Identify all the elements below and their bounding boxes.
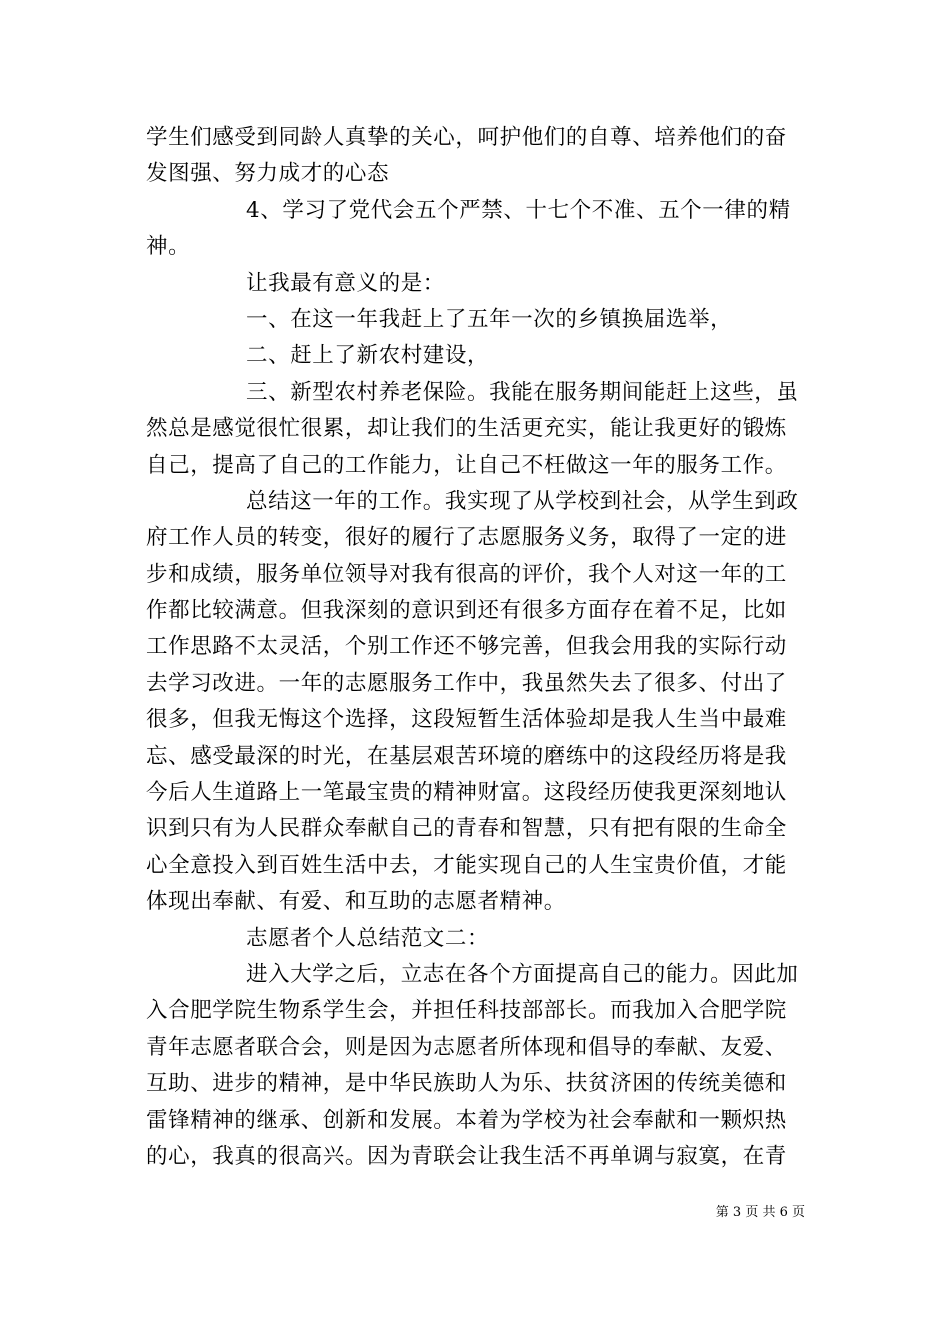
- text-line: 的心，我真的很高兴。因为青联会让我生活不再单调与寂寞，在青: [146, 1143, 787, 1169]
- text-line: 然总是感觉很忙很累，却让我们的生活更充实，能让我更好的锻炼: [146, 416, 787, 442]
- text-line: 工作思路不太灵活，个别工作还不够完善，但我会用我的实际行动: [146, 634, 787, 660]
- text-line: 识到只有为人民群众奉献自己的青春和智慧，只有把有限的生命全: [146, 816, 787, 842]
- text-line: 志愿者个人总结范文二：: [246, 925, 490, 951]
- text-line: 让我最有意义的是：: [246, 270, 445, 296]
- text-line: 三、新型农村养老保险。我能在服务期间能赶上这些，虽: [246, 379, 799, 405]
- text-line: 入合肥学院生物系学生会，并担任科技部部长。而我加入合肥学院: [146, 998, 787, 1024]
- text-line: 作都比较满意。但我深刻的意识到还有很多方面存在着不足，比如: [146, 598, 787, 624]
- text-line: 去学习改进。一年的志愿服务工作中，我虽然失去了很多、付出了: [146, 670, 787, 696]
- text-line: 学生们感受到同龄人真挚的关心，呵护他们的自尊、培养他们的奋: [146, 125, 787, 150]
- text-line: 很多，但我无悔这个选择，这段短暂生活体验却是我人生当中最难: [146, 707, 787, 733]
- text-line: 今后人生道路上一笔最宝贵的精神财富。这段经历使我更深刻地认: [146, 780, 787, 806]
- text-line: 心全意投入到百姓生活中去，才能实现自己的人生宝贵价值，才能: [146, 852, 787, 878]
- text-line: 自己，提高了自己的工作能力，让自己不枉做这一年的服务工作。: [146, 452, 787, 478]
- text-line: 神。: [146, 234, 191, 260]
- text-line: 忘、感受最深的时光，在基层艰苦环境的磨练中的这段经历将是我: [146, 743, 787, 769]
- text-line: 总结这一年的工作。我实现了从学校到社会，从学生到政: [246, 488, 799, 514]
- page-number-footer: 第 3 页 共 6 页: [715, 1205, 805, 1220]
- text-line: 雷锋精神的继承、创新和发展。本着为学校为社会奉献和一颗炽热: [146, 1107, 787, 1133]
- text-line: 步和成绩，服务单位领导对我有很高的评价，我个人对这一年的工: [146, 561, 787, 587]
- text-line: 体现出奉献、有爱、和互助的志愿者精神。: [146, 889, 566, 915]
- text-line: 互助、进步的精神，是中华民族助人为乐、扶贫济困的传统美德和: [146, 1071, 787, 1097]
- text-line: 进入大学之后，立志在各个方面提高自己的能力。因此加: [246, 961, 799, 987]
- text-line: 4、学习了党代会五个严禁、十七个不准、五个一律的精: [246, 197, 791, 223]
- text-line: 青年志愿者联合会，则是因为志愿者所体现和倡导的奉献、友爱、: [146, 1034, 787, 1060]
- body-text: [146, 120, 810, 1175]
- text-line: 府工作人员的转变，很好的履行了志愿服务义务，取得了一定的进: [146, 525, 787, 551]
- text-line: 一、在这一年我赶上了五年一次的乡镇换届选举，: [246, 306, 733, 332]
- text-line: 发图强、努力成才的心态: [146, 161, 390, 187]
- text-line: 二、赶上了新农村建设，: [246, 343, 490, 369]
